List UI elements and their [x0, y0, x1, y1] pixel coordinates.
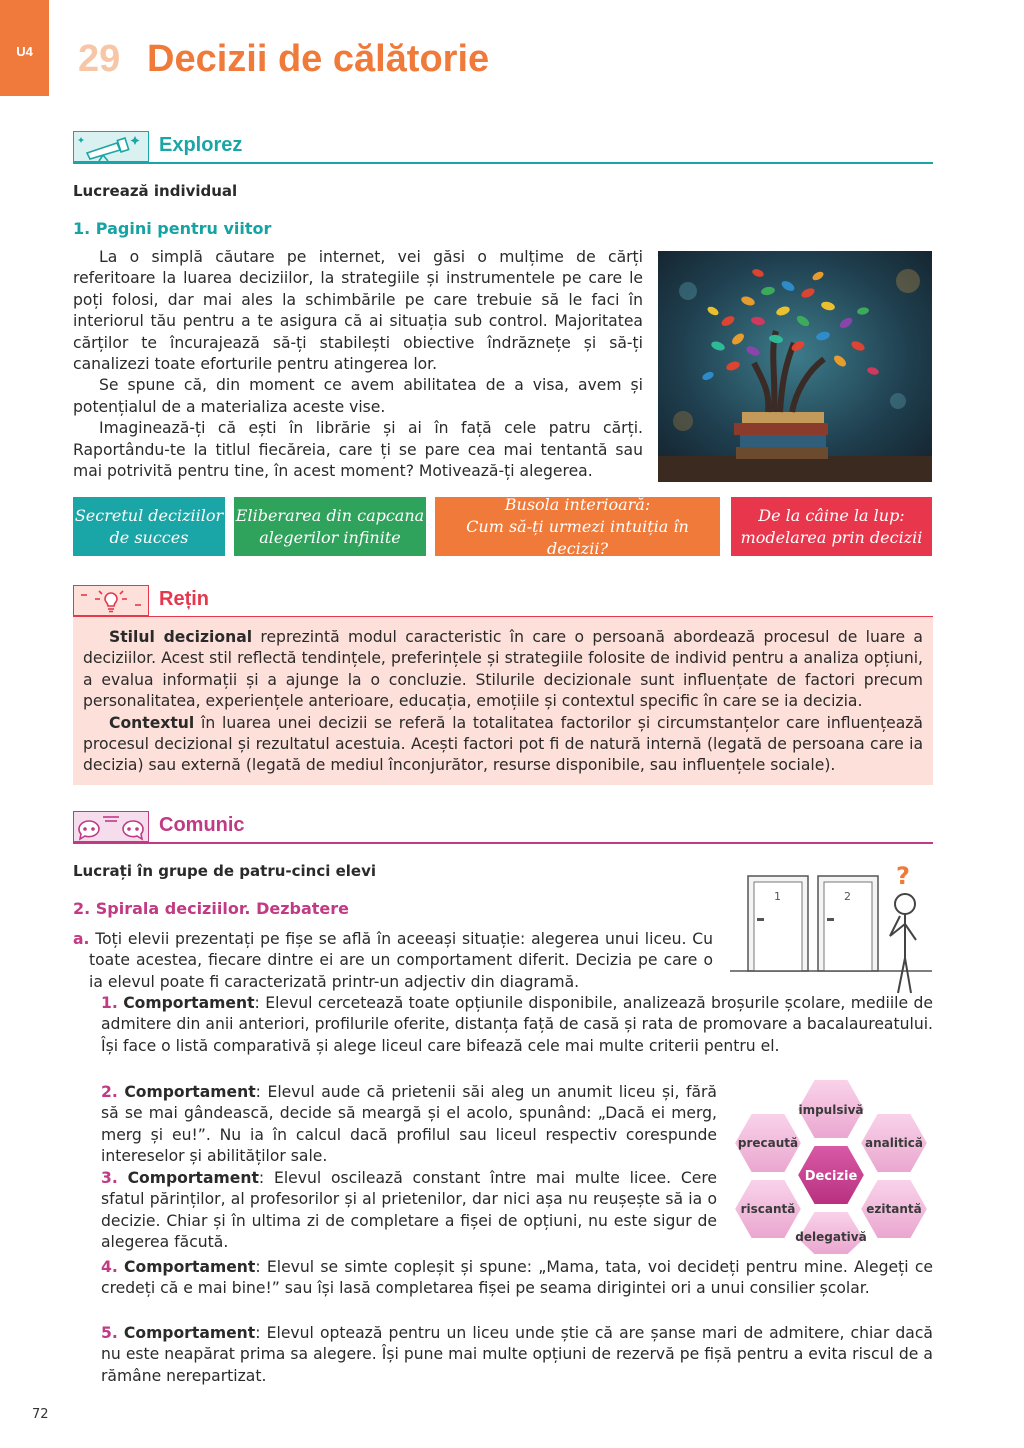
exercise-title: 1. Pagini pentru viitor [73, 219, 272, 238]
definition: în luarea unei decizii se referă la totalitatea factorilor și circumstanțelor care influențează procesul decizional și rezultatul acestuia. Acești factori pot fi de natură internă (legată de persoana care ia decizia) sau externă (legată de mediul înconjurător, resurse disponibile, sau influențele sociale). [83, 713, 923, 775]
term: Contextul [109, 713, 195, 732]
behavior-label: Comportament [127, 1169, 259, 1187]
behavior-text: : Elevul optează pentru un liceu unde știe că are șanse mari de admitere, chiar dacă nu este neapărat prima sa alegere. Își pune mai multe opțiuni de rezervă pe fișă pentru a evita riscul de a rămâne nerepartizat. [101, 1324, 933, 1385]
book-title-line: modelarea prin decizii [740, 527, 923, 547]
behavior-label: Comportament [124, 1083, 256, 1101]
book-title-line: alegerilor infinite [259, 527, 401, 547]
hex-label: ezitantă [866, 1202, 922, 1216]
behavior-text: : Elevul oscilează constant între mai multe licee. Cere sfatul părinților, al profesorilor și al prietenilor, dar nici așa nu reușește să ia o decizie. Chiar și în ultima zi de completare a fișei de opțiuni, nu este sigur de alegerea făcută. [101, 1169, 717, 1252]
book-card [435, 494, 720, 558]
book-title-line: De la câine la lup: [758, 505, 905, 525]
lesson-title: Decizii de călătorie [147, 38, 490, 80]
book-card [234, 497, 426, 556]
telescope-icon [73, 131, 149, 162]
definition: reprezintă modul caracteristic în care o persoană abordează procesul de luare a deciziilor. Acest stil reflectă tendințele, preferințele și strategiile folosite de individ pentru a analiza opțiuni, a evalua informații și a ajunge la o concluzie. Stilurile decizionale sunt influențate de factori precum personalitatea, experiențele anterioare, educația, emoțiile și contextul specific în care se ia decizia. [83, 628, 923, 711]
section-title: Comunic [159, 814, 245, 836]
retin-text [83, 627, 923, 777]
behavior-label: Comportament [124, 1258, 256, 1276]
behavior-1 [93, 993, 933, 1057]
work-mode: Lucrează individual [73, 182, 238, 200]
term: Stilul decizional [109, 628, 253, 646]
paragraph: La o simplă căutare pe internet, vei găsi o mulțime de cărți referitoare la luarea deciziilor, la strategiile și instrumentele pe care le poți folosi, dar mai ales la schimbările pe care trebuie să le faci în interiorul tău pentru a te asigura că ai situația sub control. Majoritatea cărților te încurajează să-ți stabilești obiective îndrăznețe și să-ți canalizezi toate eforturile pentru atingerea lor. [73, 248, 643, 374]
item-text: Toți elevii prezentați pe fișe se află în aceeași situație: alegerea unui liceu. Cu toate acestea, fiecare dintre ei are un comportament diferit. Decizia pe care o ia elevul poate fi caracterizată printr-un adjectiv din diagramă. [89, 930, 713, 991]
speech-bubbles-icon [73, 811, 149, 842]
hex-label: impulsivă [798, 1103, 864, 1117]
behavior-text: : Elevul cercetează toate opțiunile disponibile, analizează broșurile școlare, mediile de admitere din anii anteriori, profilurile oferite, distanța față de casă și rata de promovare a bacalaureatului. Își face o listă comparativă și alege liceul care bifează cele mai multe criterii pentru el. [101, 994, 933, 1055]
section-title: Rețin [159, 588, 209, 610]
behavior-text: : Elevul se simte copleșit și spune: „Mama, tata, voi decideți pentru mine. Alegeți ce credeți că e mai bine!” sau își lasă completarea fișei pe seama dirigintei ori a unui consilier școlar. [101, 1258, 933, 1298]
behavior-text: : Elevul aude că prietenii săi aleg un anumit liceu și, fără să se mai gândească, decide să meargă și el acolo, spunând: „Dacă ei merg, merg și eu!”. Nu ia în calcul dacă profilul sau liceul respectiv corespunde intereselor și abilităților sale. [101, 1083, 717, 1166]
item-label: a. [73, 930, 90, 948]
behavior-3 [93, 1168, 717, 1254]
behavior-label: Comportament [123, 994, 255, 1012]
retin-box [73, 617, 933, 785]
behavior-5 [93, 1323, 933, 1387]
hex-label: analitică [864, 1136, 924, 1150]
exercise-title: 2. Spirala deciziilor. Dezbatere [73, 899, 350, 918]
tree-books-image [658, 251, 932, 482]
door-number: 2 [844, 890, 851, 903]
book-title-line: Busola interioară: [504, 494, 651, 514]
book-title-line: Secretul deciziilor [74, 505, 224, 525]
lightbulb-icon [73, 585, 149, 616]
behavior-number: 5. [101, 1324, 118, 1342]
behavior-number: 1. [101, 994, 118, 1012]
hex-label: precaută [737, 1136, 799, 1150]
work-mode: Lucrați în grupe de patru-cinci elevi [73, 862, 377, 880]
section-retin [73, 585, 933, 619]
book-card [731, 497, 932, 556]
section-comunic [73, 811, 933, 845]
doors-illustration [730, 858, 932, 998]
paragraph [83, 627, 923, 713]
paragraph [83, 713, 923, 777]
hex-label: delegativă [795, 1230, 867, 1244]
exercise-a [73, 929, 713, 993]
behavior-number: 2. [101, 1083, 118, 1101]
paragraph: Se spune că, din moment ce avem abilitatea de a visa, avem și potențialul de a materializa aceste vise. [73, 376, 643, 416]
decision-diagram [730, 1077, 932, 1257]
page-number: 72 [32, 1407, 49, 1422]
unit-label: U4 [16, 44, 33, 59]
hex-center-label: Decizie [804, 1169, 858, 1184]
unit-tab [0, 0, 49, 96]
book-title-line: Eliberarea din capcana [235, 505, 425, 525]
book-title-line: de succes [109, 527, 189, 547]
behavior-2 [93, 1082, 717, 1168]
behavior-4 [93, 1257, 933, 1300]
paragraph: Imaginează-ți că ești în librărie și ai în față cele patru cărți. Raportându-te la titlul fiecăreia, care ți se pare cea mai tentantă sau mai potrivită pentru tine, în acest moment? Motivează-ți alegerea. [73, 419, 643, 481]
door-number: 1 [774, 890, 781, 903]
question-mark: ? [896, 862, 910, 890]
behavior-number: 3. [101, 1169, 118, 1187]
behavior-label: Comportament [123, 1324, 256, 1342]
section-rule [73, 842, 933, 844]
section-rule [73, 162, 933, 164]
explorez-text [73, 247, 643, 482]
book-title-line: Cum să-ți urmezi intuiția în decizii? [466, 516, 689, 558]
book-card [73, 497, 225, 556]
behavior-number: 4. [101, 1258, 118, 1276]
lesson-number: 29 [78, 38, 121, 80]
section-explorez [73, 131, 933, 165]
hex-label: riscantă [740, 1202, 796, 1216]
section-title: Explorez [159, 134, 243, 156]
